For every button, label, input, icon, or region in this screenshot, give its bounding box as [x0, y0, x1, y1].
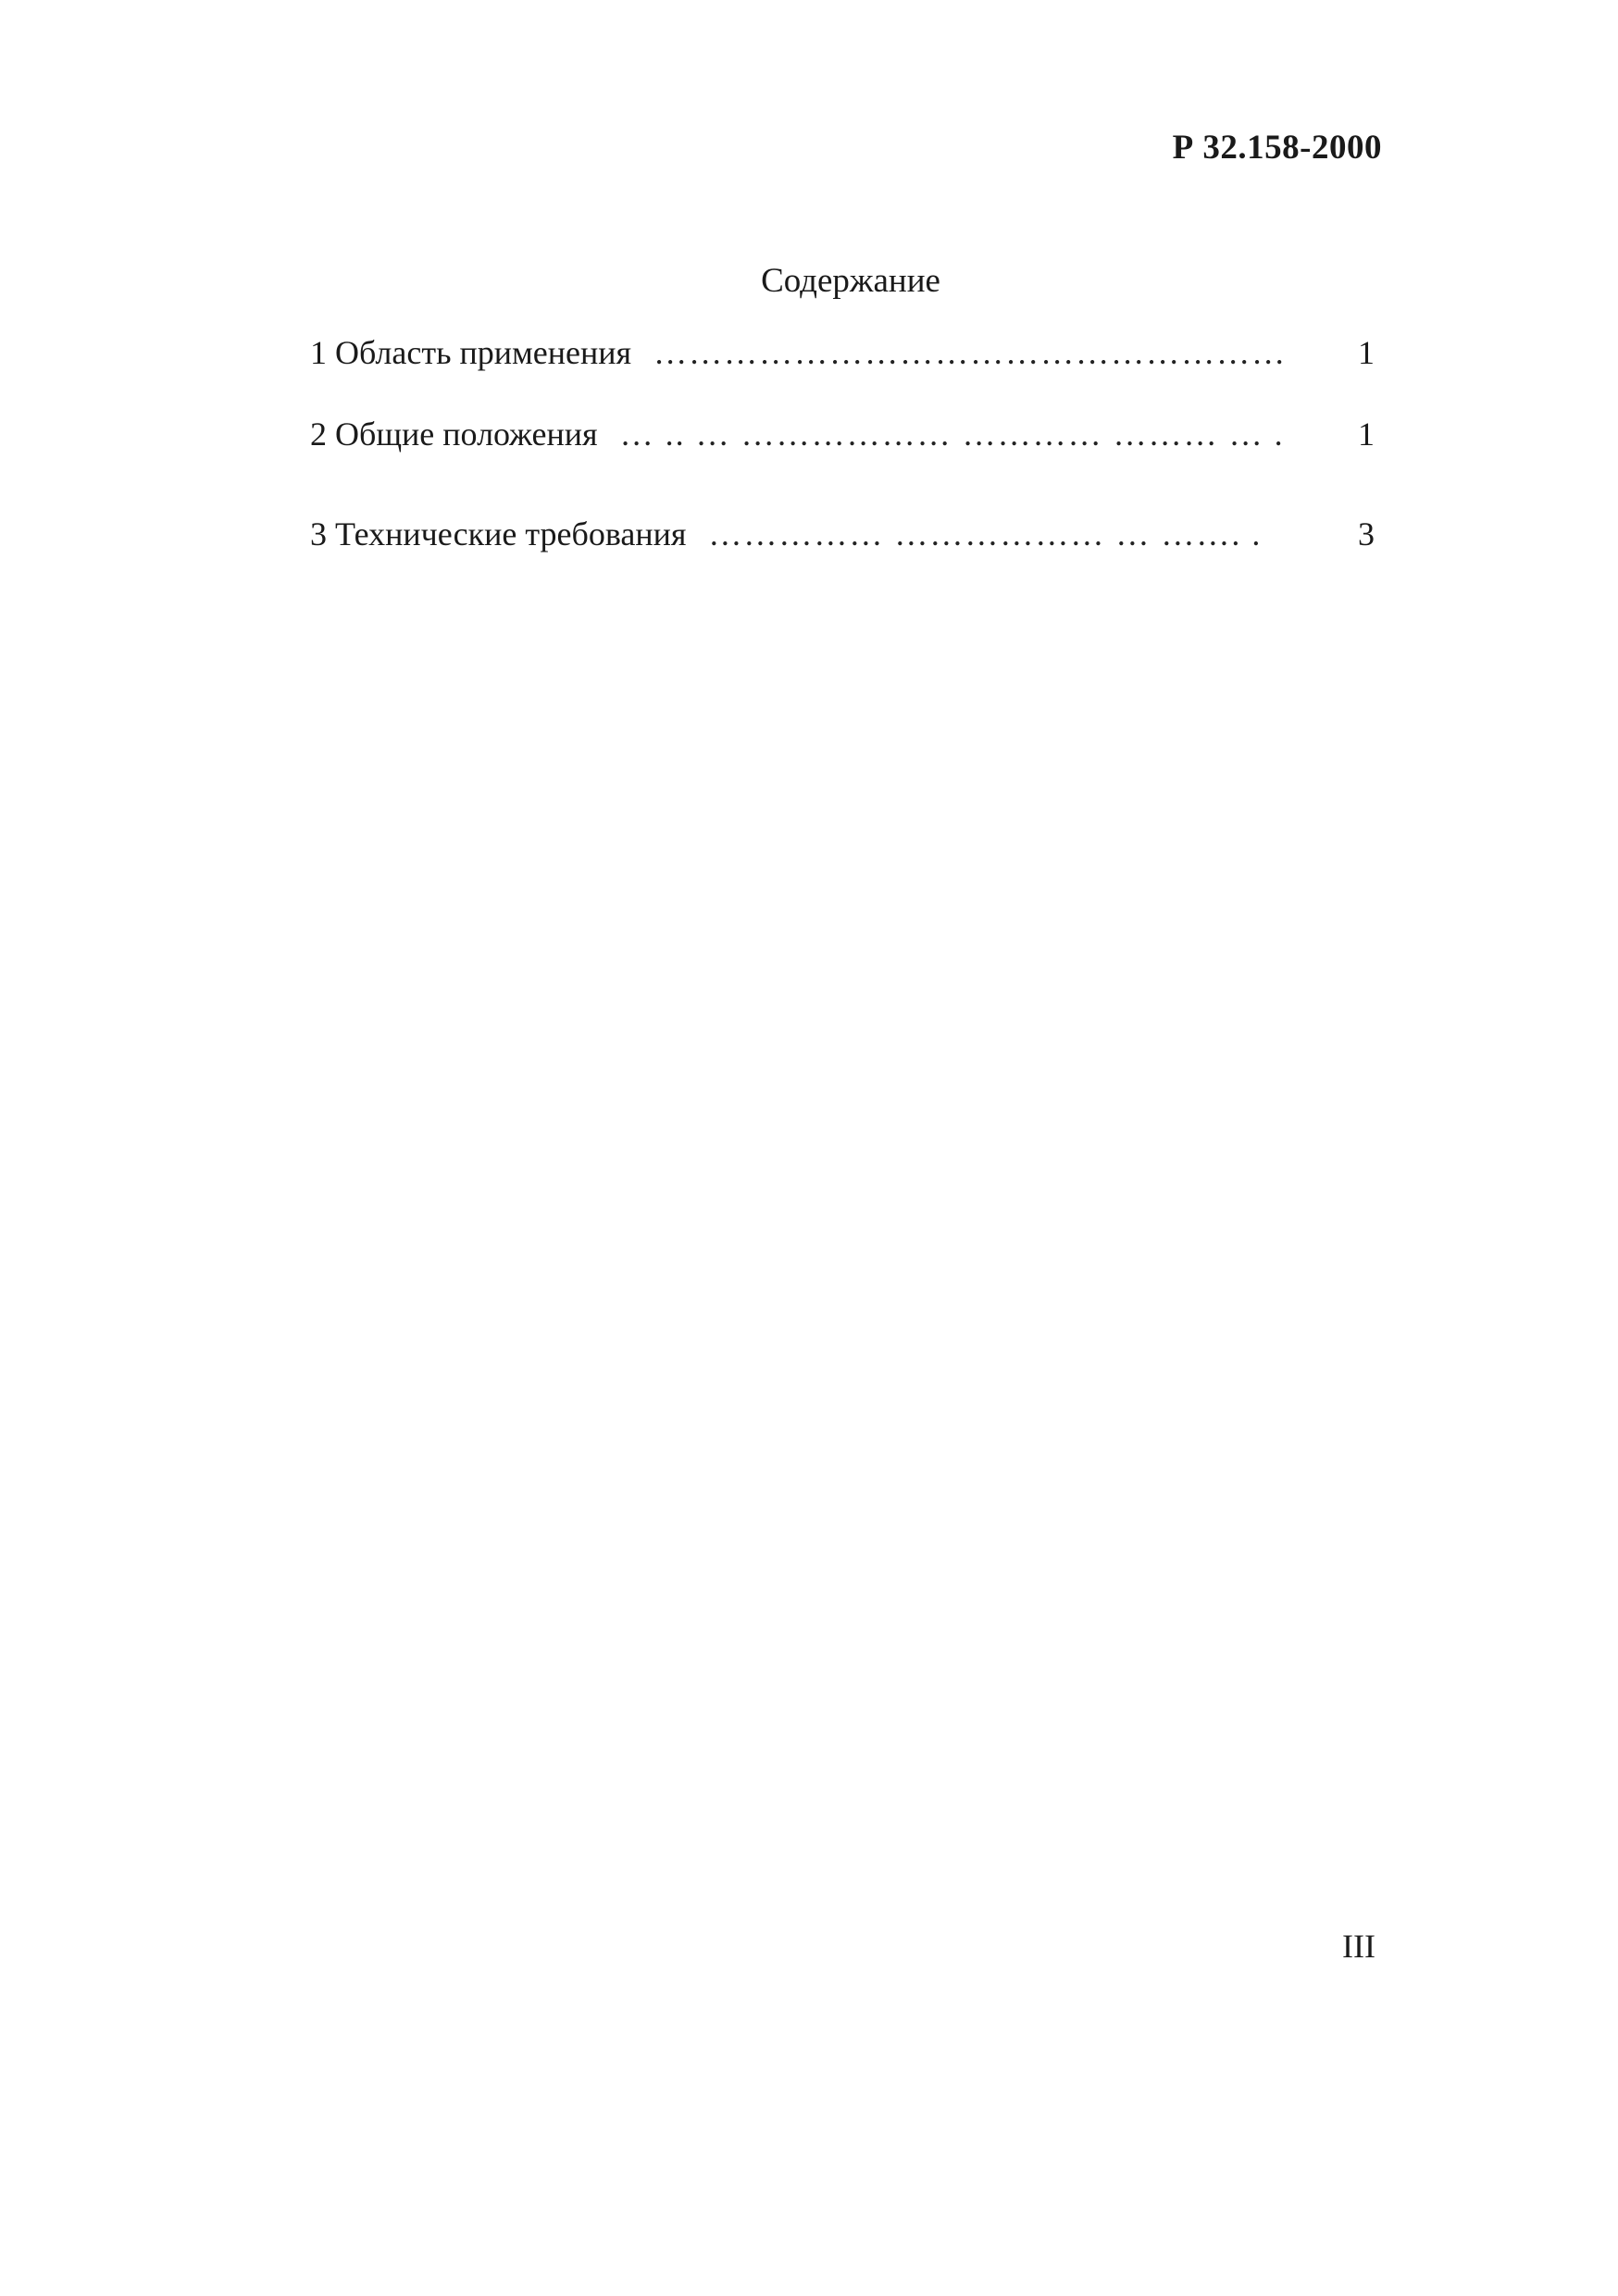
toc-entry-page: 1	[1358, 416, 1375, 453]
toc-entry-label: 2 Общие положения	[310, 416, 598, 453]
toc-entry-leader: …………… ……………… … ……. .	[708, 515, 1263, 552]
toc-entry	[310, 415, 1375, 453]
toc-entry-leader: ………………………………………………	[653, 334, 1288, 371]
toc-entry-leader: … .. … ……………… ………… ……… … .	[619, 416, 1285, 453]
toc-entry-label: 1 Область применения	[310, 334, 632, 371]
toc-entry	[310, 515, 1375, 553]
toc-entry-label: 3 Технические требования	[310, 515, 687, 552]
document-code: Р 32.158-2000	[1172, 129, 1382, 167]
page-number: III	[1342, 1928, 1375, 1965]
toc-title: Содержание	[761, 262, 940, 300]
toc-entry-page: 3	[1358, 515, 1375, 552]
toc-entry	[310, 333, 1375, 372]
toc-entry-page: 1	[1358, 334, 1375, 371]
